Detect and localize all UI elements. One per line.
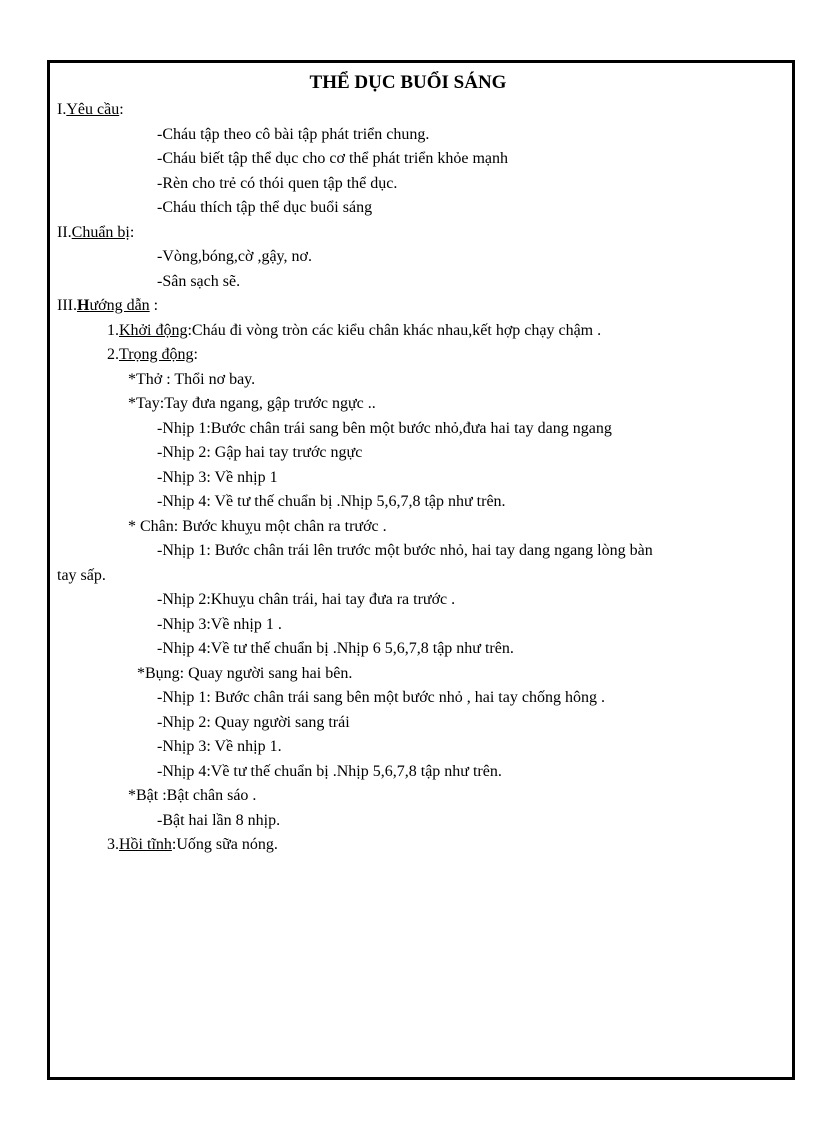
leg-step-continued: tay sấp. bbox=[57, 567, 106, 584]
preparation-item: -Vòng,bóng,cờ ,gậy, nơ. bbox=[157, 248, 312, 265]
belly-step: -Nhịp 1: Bước chân trái sang bên một bước nhỏ , hai tay chống hông . bbox=[157, 689, 605, 706]
breath-exercise: *Thở : Thổi nơ bay. bbox=[128, 371, 256, 388]
cooldown-line: 3.Hồi tĩnh:Uống sữa nóng. bbox=[107, 836, 278, 853]
arm-step: -Nhịp 3: Về nhịp 1 bbox=[157, 469, 278, 486]
belly-step: -Nhịp 2: Quay người sang trái bbox=[157, 714, 350, 731]
section-guide-heading: III.Hướng dẫn : bbox=[57, 297, 159, 314]
leg-step: -Nhịp 1: Bước chân trái lên trước một bước nhỏ, hai tay dang ngang lòng bàn bbox=[157, 542, 653, 559]
arm-exercise-heading: *Tay:Tay đưa ngang, gập trước ngực .. bbox=[128, 395, 376, 412]
leg-exercise-heading: * Chân: Bước khuỵu một chân ra trước . bbox=[128, 518, 387, 535]
page-title: THỂ DỤC BUỔI SÁNG bbox=[309, 72, 507, 93]
requirement-item: -Rèn cho trẻ có thói quen tập thể dục. bbox=[157, 175, 398, 192]
arm-step: -Nhịp 4: Về tư thế chuẩn bị .Nhịp 5,6,7,8 tập như trên. bbox=[157, 493, 506, 510]
main-exercise-heading: 2.Trọng động: bbox=[107, 346, 198, 363]
belly-exercise-heading: *Bụng: Quay người sang hai bên. bbox=[137, 665, 353, 682]
jump-exercise-heading: *Bật :Bật chân sáo . bbox=[128, 787, 257, 804]
belly-step: -Nhịp 3: Về nhịp 1. bbox=[157, 738, 282, 755]
leg-step: -Nhịp 2:Khuỵu chân trái, hai tay đưa ra trước . bbox=[157, 591, 456, 608]
warmup-line: 1.Khởi động:Cháu đi vòng tròn các kiểu chân khác nhau,kết hợp chạy chậm . bbox=[107, 322, 602, 339]
arm-step: -Nhịp 2: Gập hai tay trước ngực bbox=[157, 444, 363, 461]
section-requirements-heading: I.Yêu cầu: bbox=[57, 101, 124, 118]
belly-step: -Nhịp 4:Về tư thế chuẩn bị .Nhịp 5,6,7,8 tập như trên. bbox=[157, 763, 502, 780]
requirement-item: -Cháu thích tập thể dục buổi sáng bbox=[157, 199, 373, 216]
leg-step: -Nhịp 3:Về nhịp 1 . bbox=[157, 616, 282, 633]
leg-step: -Nhịp 4:Về tư thế chuẩn bị .Nhịp 6 5,6,7,8 tập như trên. bbox=[157, 640, 514, 657]
section-preparation-heading: II.Chuẩn bị: bbox=[57, 224, 135, 241]
arm-step: -Nhịp 1:Bước chân trái sang bên một bước nhỏ,đưa hai tay dang ngang bbox=[157, 420, 612, 437]
requirement-item: -Cháu biết tập thể dục cho cơ thể phát triển khỏe mạnh bbox=[157, 150, 509, 167]
requirement-item: -Cháu tập theo cô bài tập phát triển chung. bbox=[157, 126, 430, 143]
jump-step: -Bật hai lần 8 nhịp. bbox=[157, 812, 281, 829]
preparation-item: -Sân sạch sẽ. bbox=[157, 273, 241, 290]
